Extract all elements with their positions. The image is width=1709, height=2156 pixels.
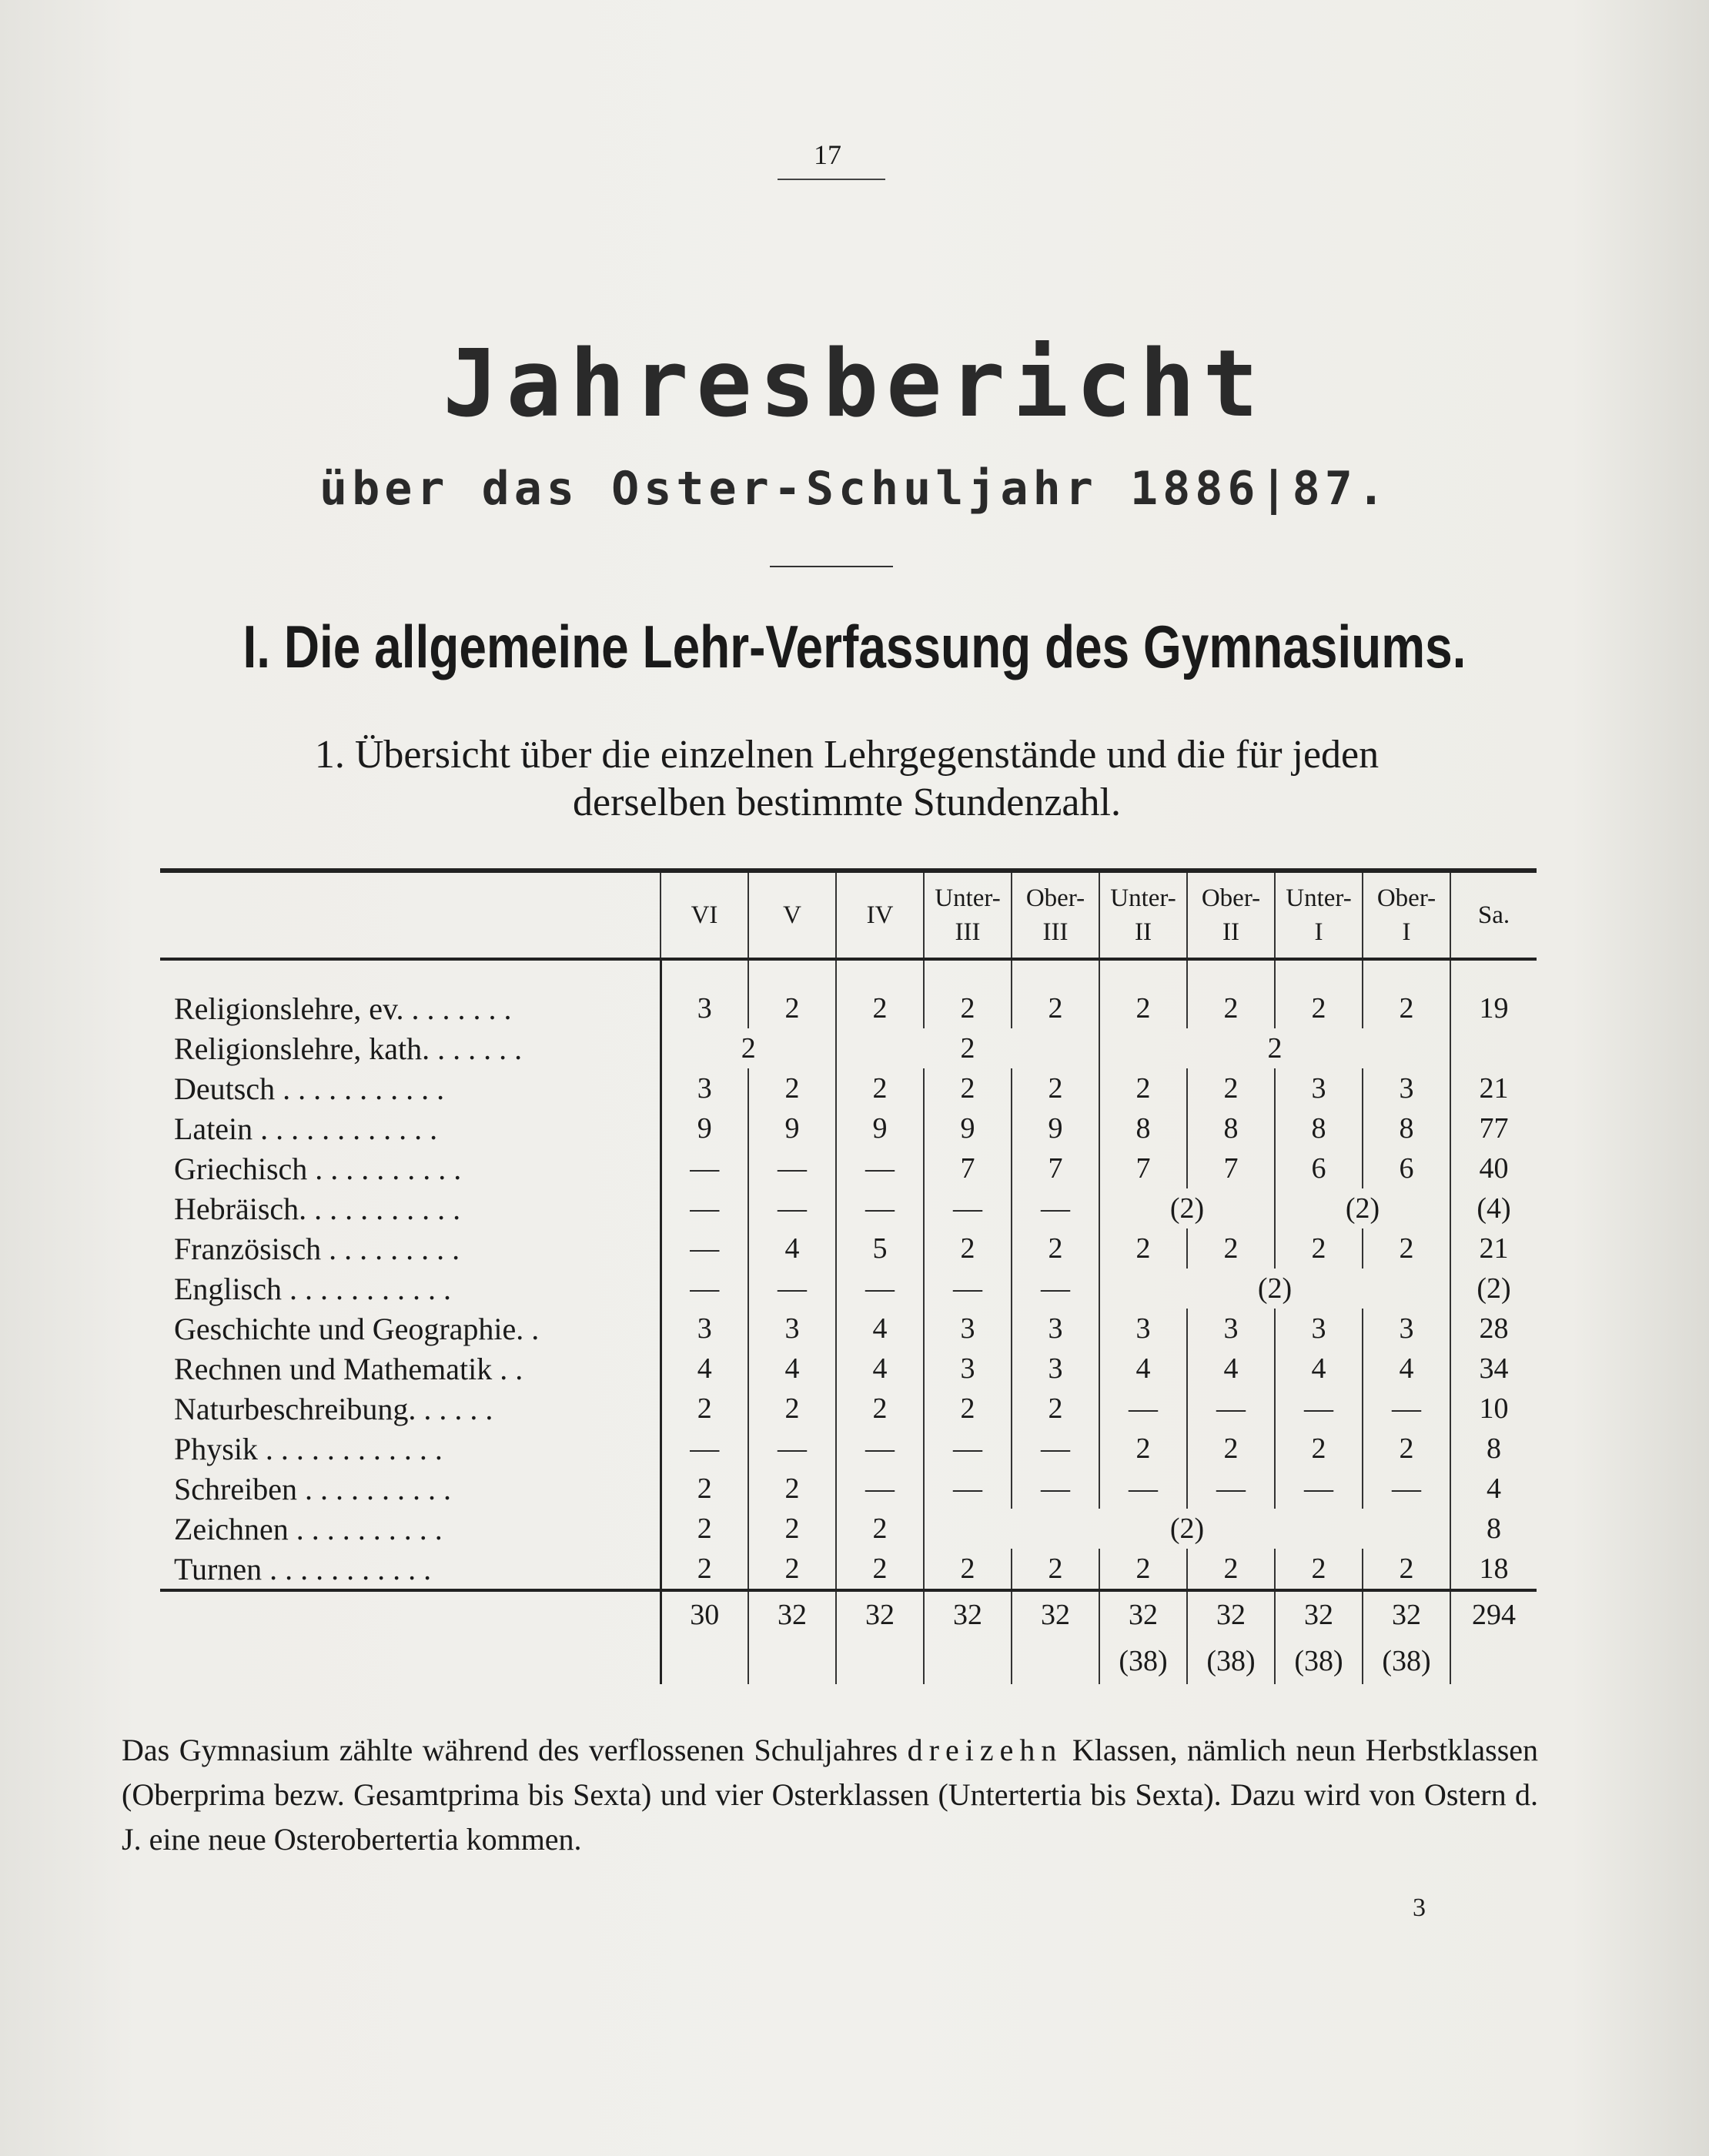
- table-cell: —: [924, 1269, 1012, 1309]
- column-header: [1012, 873, 1099, 959]
- table-row: [160, 1068, 1537, 1108]
- subject-cell: Latein . . . . . . . . . . . .: [174, 1111, 438, 1146]
- table-cell: 3: [1187, 1309, 1275, 1349]
- table-cell: —: [748, 1429, 836, 1469]
- report-subtitle: über das Oster-Schuljahr 1886|87.: [319, 462, 1390, 516]
- table-cell: 2: [1099, 1068, 1187, 1108]
- table-cell: 2: [661, 1469, 748, 1509]
- table-cell: (38): [1275, 1638, 1363, 1684]
- totals-extra-row: [160, 1638, 1537, 1684]
- closing-paragraph: [122, 1728, 1538, 1862]
- subject-cell: Schreiben . . . . . . . . . .: [174, 1471, 451, 1506]
- table-cell: —: [924, 1469, 1012, 1509]
- table-cell: 3: [1275, 1309, 1363, 1349]
- table-cell: —: [748, 1148, 836, 1188]
- subsection-line-2: derselben bestimmte Stundenzahl.: [573, 781, 1121, 824]
- table-cell: 2: [1012, 1549, 1099, 1590]
- paragraph-emphasis: dreizehn: [907, 1733, 1063, 1767]
- table-cell: 3: [1099, 1309, 1187, 1349]
- table-cell: —: [1363, 1389, 1450, 1429]
- sum-cell: [1450, 1028, 1537, 1068]
- table-cell: —: [1012, 1188, 1099, 1228]
- table-row: [160, 1188, 1537, 1228]
- table-cell: —: [1012, 1469, 1099, 1509]
- sum-cell: 40: [1450, 1148, 1537, 1188]
- table-row: [160, 1429, 1537, 1469]
- table-row: [160, 1028, 1537, 1068]
- table-cell: 8: [1363, 1108, 1450, 1148]
- paragraph-part-1: Das Gymnasium zählte während des verflossenen Schuljahres: [122, 1733, 898, 1767]
- table-cell: 5: [836, 1228, 924, 1269]
- table-cell: 7: [1012, 1148, 1099, 1188]
- subject-cell: Zeichnen . . . . . . . . . .: [174, 1511, 443, 1546]
- table-cell: 2: [661, 1389, 748, 1429]
- table-cell: 4: [661, 1349, 748, 1389]
- table-cell: 3: [924, 1349, 1012, 1389]
- table-cell: 32: [1187, 1590, 1275, 1638]
- table-cell: 4: [1275, 1349, 1363, 1389]
- table-cell: 3: [924, 1309, 1012, 1349]
- table-cell: 9: [1012, 1108, 1099, 1148]
- table-cell: 2: [748, 1549, 836, 1590]
- table-row: [160, 959, 1537, 1028]
- table-cell: —: [748, 1269, 836, 1309]
- sum-cell: (4): [1450, 1188, 1537, 1228]
- table-cell: 2: [924, 1549, 1012, 1590]
- table-cell: 2: [1012, 1389, 1099, 1429]
- signature-mark: 3: [1413, 1894, 1426, 1922]
- table-cell: —: [1275, 1469, 1363, 1509]
- sum-cell: 21: [1450, 1228, 1537, 1269]
- table-cell: —: [661, 1429, 748, 1469]
- table-cell: —: [1012, 1269, 1099, 1309]
- table-cell: 32: [836, 1590, 924, 1638]
- table-cell: 3: [1275, 1068, 1363, 1108]
- table-cell: 2: [836, 1549, 924, 1590]
- table-cell: (2): [924, 1509, 1450, 1549]
- subsection-heading: [154, 731, 1540, 827]
- table-cell: 3: [1363, 1068, 1450, 1108]
- column-header: [1450, 873, 1537, 959]
- table-cell: 2: [1275, 1228, 1363, 1269]
- sum-cell: 8: [1450, 1429, 1537, 1469]
- table-cell: 2: [1099, 959, 1187, 1028]
- subject-cell: Deutsch . . . . . . . . . . .: [174, 1071, 445, 1106]
- table-cell: 3: [1363, 1309, 1450, 1349]
- totals-extra-label-cell: [160, 1638, 661, 1684]
- table-cell: (38): [1099, 1638, 1187, 1684]
- column-header-top: Ober-: [1376, 884, 1436, 912]
- table-cell: 4: [748, 1228, 836, 1269]
- subject-cell: Physik . . . . . . . . . . . .: [174, 1431, 443, 1466]
- table-cell: —: [836, 1188, 924, 1228]
- table-cell: 9: [661, 1108, 748, 1148]
- table-cell: 2: [1363, 1429, 1450, 1469]
- table-cell: —: [836, 1429, 924, 1469]
- sum-cell: 21: [1450, 1068, 1537, 1108]
- table-row: [160, 1309, 1537, 1349]
- column-header-top: Ober-: [1025, 884, 1085, 912]
- table-cell: —: [1187, 1389, 1275, 1429]
- table-cell: —: [1099, 1389, 1187, 1429]
- table-cell: 8: [1275, 1108, 1363, 1148]
- table-cell: 2: [748, 1389, 836, 1429]
- table-cell: 7: [1187, 1148, 1275, 1188]
- table-cell: 2: [836, 1509, 924, 1549]
- table-row: [160, 1148, 1537, 1188]
- column-header: [1363, 873, 1450, 959]
- column-header: [924, 873, 1012, 959]
- table-row: [160, 1509, 1537, 1549]
- column-header-bottom: III: [955, 918, 981, 946]
- subject-cell: Geschichte und Geographie. .: [174, 1311, 540, 1346]
- sum-cell: 18: [1450, 1549, 1537, 1590]
- schedule-table: [160, 873, 1537, 1684]
- sum-cell: 28: [1450, 1309, 1537, 1349]
- column-header-top: Unter-: [1110, 884, 1176, 912]
- totals-label-cell: [160, 1590, 661, 1638]
- table-cell: 7: [1099, 1148, 1187, 1188]
- table-cell: 2: [1012, 1068, 1099, 1108]
- table-cell: 32: [1275, 1590, 1363, 1638]
- sum-cell: (2): [1450, 1269, 1537, 1309]
- table-cell: (2): [1099, 1269, 1450, 1309]
- column-header-top: V: [783, 901, 801, 929]
- table-cell: (2): [1275, 1188, 1450, 1228]
- table-header-row: [160, 873, 1537, 959]
- subject-cell: Naturbeschreibung. . . . . .: [174, 1391, 493, 1426]
- sum-cell: 10: [1450, 1389, 1537, 1429]
- table-cell: 2: [836, 959, 924, 1028]
- column-header: [1187, 873, 1275, 959]
- table-cell: 32: [748, 1590, 836, 1638]
- table-cell: [924, 1638, 1012, 1684]
- report-title: Jahresbericht: [443, 331, 1266, 438]
- table-cell: 2: [1099, 1028, 1450, 1068]
- table-cell: 2: [1099, 1429, 1187, 1469]
- table-cell: 2: [836, 1389, 924, 1429]
- sum-cell: 34: [1450, 1349, 1537, 1389]
- table-row: [160, 1108, 1537, 1148]
- table-cell: —: [836, 1148, 924, 1188]
- table-cell: 4: [748, 1349, 836, 1389]
- sum-cell: 77: [1450, 1108, 1537, 1148]
- table-cell: 4: [1187, 1349, 1275, 1389]
- table-cell: 2: [1187, 1228, 1275, 1269]
- table-cell: 2: [1012, 1228, 1099, 1269]
- table-cell: 2: [924, 1389, 1012, 1429]
- column-header-top: Unter-: [935, 884, 1001, 912]
- column-header: [836, 873, 924, 959]
- subject-cell: Hebräisch. . . . . . . . . . .: [174, 1191, 461, 1226]
- table-cell: [748, 1638, 836, 1684]
- table-cell: 3: [661, 959, 748, 1028]
- table-cell: —: [1363, 1469, 1450, 1509]
- table-row: [160, 1549, 1537, 1590]
- table-cell: 2: [748, 959, 836, 1028]
- table-cell: 32: [1363, 1590, 1450, 1638]
- divider-rule: [770, 566, 893, 567]
- table-cell: 2: [748, 1509, 836, 1549]
- table-cell: 2: [661, 1549, 748, 1590]
- table-cell: 2: [661, 1028, 836, 1068]
- table-row: [160, 1469, 1537, 1509]
- table-cell: 3: [748, 1309, 836, 1349]
- subject-cell: Turnen . . . . . . . . . . .: [174, 1551, 432, 1586]
- table-cell: (38): [1187, 1638, 1275, 1684]
- table-cell: 2: [1187, 1068, 1275, 1108]
- table-cell: 2: [1187, 1549, 1275, 1590]
- section-heading: I. Die allgemeine Lehr-Verfassung des Gymnasiums.: [242, 613, 1467, 680]
- table-cell: 30: [661, 1590, 748, 1638]
- column-header: [1099, 873, 1187, 959]
- table-cell: —: [924, 1429, 1012, 1469]
- table-cell: —: [661, 1188, 748, 1228]
- table-cell: 2: [748, 1068, 836, 1108]
- column-header-top: VI: [691, 901, 718, 929]
- table-cell: 2: [924, 959, 1012, 1028]
- table-cell: 9: [748, 1108, 836, 1148]
- table-cell: 6: [1363, 1148, 1450, 1188]
- table-cell: —: [836, 1269, 924, 1309]
- table-cell: 8: [1187, 1108, 1275, 1148]
- table-cell: 2: [1363, 959, 1450, 1028]
- table-cell: [661, 1638, 748, 1684]
- column-header: [1275, 873, 1363, 959]
- table-cell: —: [1187, 1469, 1275, 1509]
- table-row: [160, 1349, 1537, 1389]
- table-cell: —: [1099, 1469, 1187, 1509]
- table-cell: —: [836, 1469, 924, 1509]
- table-cell: 4: [836, 1349, 924, 1389]
- table-cell: —: [748, 1188, 836, 1228]
- column-header: [661, 873, 748, 959]
- table-cell: 4: [1099, 1349, 1187, 1389]
- subject-cell: Französisch . . . . . . . . .: [174, 1231, 460, 1266]
- table-cell: 3: [1012, 1309, 1099, 1349]
- table-cell: 2: [1099, 1549, 1187, 1590]
- table-cell: 2: [836, 1028, 1099, 1068]
- table-cell: 2: [1012, 959, 1099, 1028]
- column-header-top: Sa.: [1477, 901, 1510, 929]
- subject-cell: Englisch . . . . . . . . . . .: [174, 1271, 451, 1306]
- table-cell: 32: [1012, 1590, 1099, 1638]
- column-header-bottom: I: [1314, 918, 1323, 946]
- table-cell: —: [1012, 1429, 1099, 1469]
- subject-cell: Religionslehre, kath. . . . . . .: [174, 1031, 523, 1066]
- column-header-top: IV: [866, 901, 894, 929]
- table-cell: —: [661, 1269, 748, 1309]
- table-cell: (2): [1099, 1188, 1275, 1228]
- table-cell: 2: [924, 1228, 1012, 1269]
- page-number-rule: [778, 179, 885, 180]
- table-cell: 2: [1275, 959, 1363, 1028]
- subject-cell: Griechisch . . . . . . . . . .: [174, 1151, 462, 1186]
- table-cell: (38): [1363, 1638, 1450, 1684]
- subject-cell: Rechnen und Mathematik . .: [174, 1351, 523, 1386]
- subject-column-header: [160, 873, 661, 959]
- column-header-bottom: II: [1222, 918, 1239, 946]
- column-header: [748, 873, 836, 959]
- table-cell: 6: [1275, 1148, 1363, 1188]
- table-row: [160, 1389, 1537, 1429]
- table-cell: 2: [1099, 1228, 1187, 1269]
- table-cell: 2: [1363, 1549, 1450, 1590]
- table-cell: [836, 1638, 924, 1684]
- table-cell: 32: [924, 1590, 1012, 1638]
- sum-cell: 19: [1450, 959, 1537, 1028]
- table-cell: 7: [924, 1148, 1012, 1188]
- table-cell: 3: [661, 1309, 748, 1349]
- table-body: [160, 959, 1537, 1684]
- table-cell: 9: [924, 1108, 1012, 1148]
- table-cell: 4: [1363, 1349, 1450, 1389]
- table-cell: 2: [1275, 1429, 1363, 1469]
- table-cell: 32: [1099, 1590, 1187, 1638]
- table-cell: 2: [661, 1509, 748, 1549]
- column-header-bottom: II: [1135, 918, 1152, 946]
- table-cell: 2: [836, 1068, 924, 1108]
- table-cell: 3: [661, 1068, 748, 1108]
- table-cell: 2: [1275, 1549, 1363, 1590]
- table-cell: 4: [836, 1309, 924, 1349]
- subsection-line-1: 1. Übersicht über die einzelnen Lehrgegenstände und die für jeden: [314, 733, 1380, 777]
- subject-cell: Religionslehre, ev. . . . . . . .: [174, 991, 512, 1026]
- column-header-bottom: I: [1402, 918, 1411, 946]
- column-header-top: Ober-: [1201, 884, 1261, 912]
- table-cell: —: [661, 1148, 748, 1188]
- table-cell: 9: [836, 1108, 924, 1148]
- table-cell: —: [661, 1228, 748, 1269]
- totals-extra-sum-cell: [1450, 1638, 1537, 1684]
- totals-row: [160, 1590, 1537, 1638]
- sum-cell: 4: [1450, 1469, 1537, 1509]
- table-cell: 2: [924, 1068, 1012, 1108]
- column-header-bottom: III: [1042, 918, 1069, 946]
- table-row: [160, 1228, 1537, 1269]
- table-cell: 3: [1012, 1349, 1099, 1389]
- table-cell: [1012, 1638, 1099, 1684]
- table-row: [160, 1269, 1537, 1309]
- table-cell: —: [1275, 1389, 1363, 1429]
- paragraph-part-2: Klassen, nämlich neun Herbstklassen (Oberprima bezw. Gesamtprima bis Sexta) und vier Osterklassen (Untertertia bis Sexta). Dazu wird von Ostern d. J. eine neue Osterobertertia kommen.: [122, 1733, 1539, 1857]
- table-cell: 2: [1363, 1228, 1450, 1269]
- page-number: 17: [814, 139, 841, 170]
- table-cell: —: [924, 1188, 1012, 1228]
- grand-total-cell: 294: [1450, 1590, 1537, 1638]
- table-cell: 2: [1187, 959, 1275, 1028]
- table-cell: 2: [1187, 1429, 1275, 1469]
- table-cell: 8: [1099, 1108, 1187, 1148]
- table-cell: 2: [748, 1469, 836, 1509]
- column-header-top: Unter-: [1286, 884, 1352, 912]
- sum-cell: 8: [1450, 1509, 1537, 1549]
